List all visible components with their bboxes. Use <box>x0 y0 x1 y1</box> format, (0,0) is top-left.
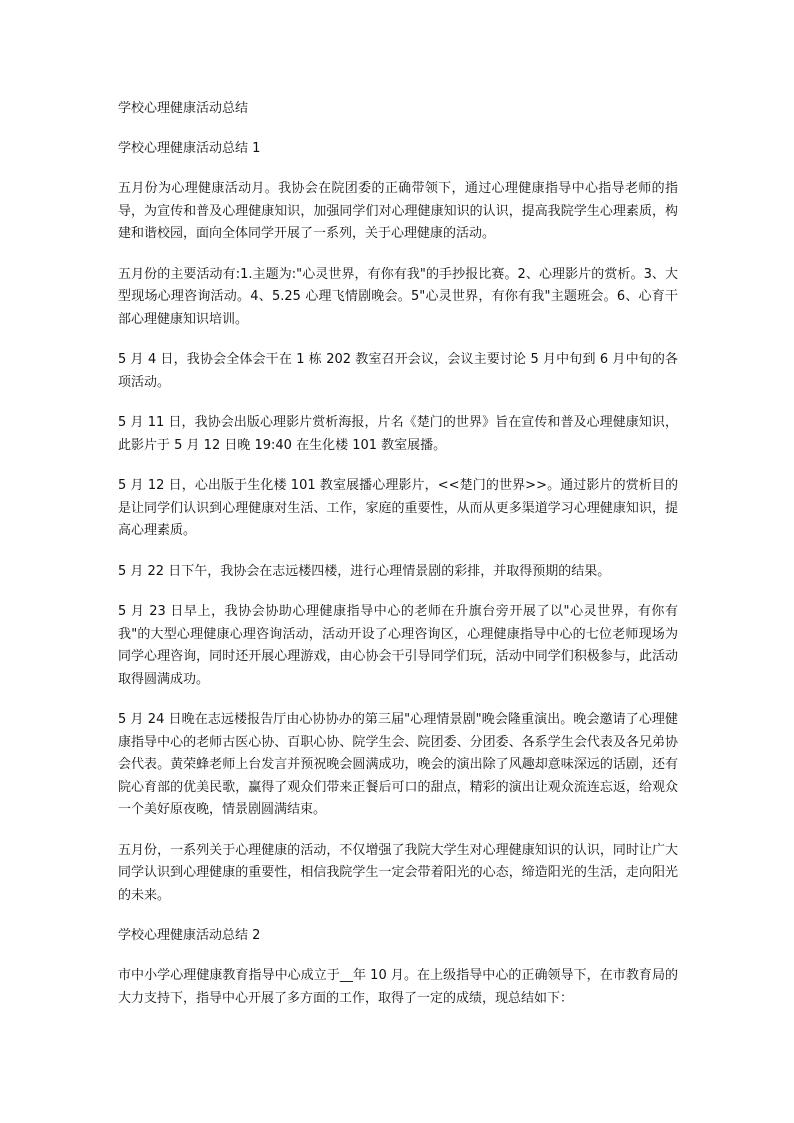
paragraph-3: 5 月 4 日，我协会全体会干在 1 栋 202 教室召开会议，会议主要讨论 5 月中旬到 6 月中旬的各项活动。 <box>118 352 678 390</box>
paragraph-4: 5 月 11 日，我协会出版心理影片赏析海报，片名《楚门的世界》旨在宣传和普及心理健康知识，此影片于 5 月 12 日晚 19:40 在生化楼 101 教室展播。 <box>118 415 678 453</box>
paragraph-2: 五月份的主要活动有:1.主题为:"心灵世界，有你有我"的手抄报比赛。2、心理影片的赏析。3、大型现场心理咨询活动。4、5.25 心理飞情剧晚会。5"心灵世界，有你有我"主题班会。6、心育干部心理健康知识培训。 <box>118 266 678 327</box>
paragraph-6: 5 月 22 日下午，我协会在志远楼四楼，进行心理情景剧的彩排，并取得预期的结果。 <box>118 563 611 579</box>
paragraph-9: 五月份，一系列关于心理健康的活动，不仅增强了我院大学生对心理健康知识的认识，同时让广大同学认识到心理健康的重要性，相信我院学生一定会带着阳光的心态，缔造阳光的生活，走向阳光的未来。 <box>118 842 678 903</box>
section-1-title: 学校心理健康活动总结 1 <box>118 141 261 156</box>
paragraph-1: 五月份为心理健康活动月。我协会在院团委的正确带领下，通过心理健康指导中心指导老师的指导，为宣传和普及心理健康知识，加强同学们对心理健康知识的认识，提高我院学生心理素质，构建和谐校园，面向全体同学开展了一系列，关于心理健康的活动。 <box>118 181 678 241</box>
paragraph-8: 5 月 24 日晚在志远楼报告厅由心协协办的第三届"心理情景剧"晚会隆重演出。晚会邀请了心理健康指导中心的老师古医心协、百职心协、院学生会、院团委、分团委、各系学生会代表及各兄弟协会代表。黄荣蜂老师上台发言并预祝晚会圆满成功，晚会的演出除了风趣却意味深远的话剧，还有院心育部的优美民歌，赢得了观众们带来正餐后可口的甜点，精彩的演出让观众流连忘返，给观众一个美好原夜晚，情景剧圆满结束。 <box>118 712 678 817</box>
paragraph-5: 5 月 12 日，心出版于生化楼 101 教室展播心理影片，<<楚门的世界>>。通过影片的赏析目的是让同学们认识到心理健康对生活、工作，家庭的重要性，从而从更多渠道学习心理健康知识，提高心理素质。 <box>118 478 678 538</box>
document-title: 学校心理健康活动总结 <box>118 101 249 116</box>
document-page <box>118 98 678 1028</box>
paragraph-10: 市中小学心理健康教育指导中心成立于__年 10 月。在上级指导中心的正确领导下，在市教育局的大力支持下，指导中心开展了多方面的工作，取得了一定的成绩，现总结如下： <box>118 968 678 1006</box>
paragraph-7: 5 月 23 日早上，我协会协助心理健康指导中心的老师在升旗台旁开展了以"心灵世界，有你有我"的大型心理健康心理咨询活动，活动开设了心理咨询区，心理健康指导中心的七位老师现场为同学心理咨询，同时还开展心理游戏，由心协会干引导同学们玩，活动中同学们积极参与，此活动取得圆满成功。 <box>118 604 678 687</box>
section-2-title: 学校心理健康活动总结 2 <box>118 928 261 943</box>
